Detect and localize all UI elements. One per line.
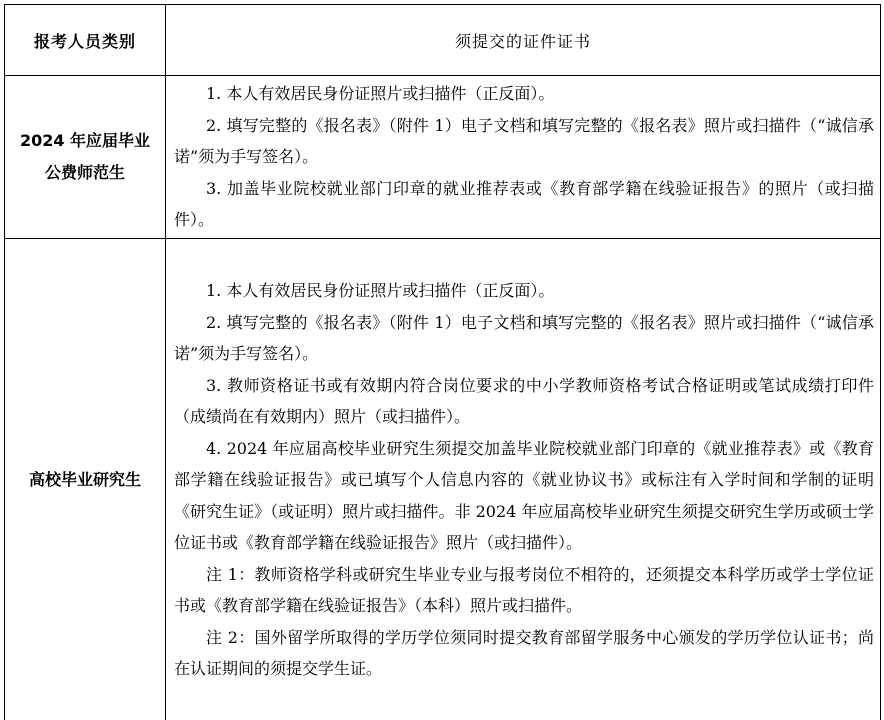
list-item: 2. 填写完整的《报名表》（附件 1）电子文档和填写完整的《报名表》照片或扫描件（“诚信承诺”须为手写签名）。 xyxy=(174,115,874,166)
list-item: 2. 填写完整的《报名表》（附件 1）电子文档和填写完整的《报名表》照片或扫描件（“诚信承诺”须为手写签名）。 xyxy=(174,312,874,364)
requirements-table xyxy=(4,4,881,720)
category-label: 高校毕业研究生 xyxy=(28,470,141,489)
list-item: 1. 本人有效居民身份证照片或扫描件（正反面）。 xyxy=(206,281,555,301)
table-row xyxy=(5,238,881,720)
documents-cell xyxy=(166,238,881,720)
list-item: 1. 本人有效居民身份证照片或扫描件（正反面）。 xyxy=(206,84,555,103)
note-item: 注 1：教师资格学科或研究生毕业专业与报考岗位不相符的，还须提交本科学历或学士学位证书或《教育部学籍在线验证报告》（本科）照片或扫描件。 xyxy=(174,564,874,616)
list-item: 4. 2024 年应届高校毕业研究生须提交加盖毕业院校就业部门印章的《就业推荐表》或《教育部学籍在线验证报告》或已填写个人信息内容的《就业协议书》或标注有入学时间和学制的证明《研究生证》（或证明）照片或扫描件。非 2024 年应届高校毕业研究生须提交研究生学历或硕士学位证书或《教育部学籍在线验证报告》照片（或扫描件）。 xyxy=(174,438,874,553)
table-header-row xyxy=(5,5,881,76)
documents-cell xyxy=(166,76,881,239)
list-item: 3. 加盖毕业院校就业部门印章的就业推荐表或《教育部学籍在线验证报告》的照片（或扫描件）。 xyxy=(174,178,874,229)
table-row xyxy=(5,76,881,239)
note-item: 注 2：国外留学所取得的学历学位须同时提交教育部留学服务中心颁发的学历学位认证书；尚在认证期间的须提交学生证。 xyxy=(174,627,874,679)
category-cell xyxy=(5,76,166,239)
header-category: 报考人员类别 xyxy=(5,5,166,76)
category-label: 2024 年应届毕业公费师范生 xyxy=(19,130,151,182)
header-documents: 须提交的证件证书 xyxy=(166,5,881,76)
list-item: 3. 教师资格证书或有效期内符合岗位要求的中小学教师资格考试合格证明或笔试成绩打印件（成绩尚在有效期内）照片（或扫描件）。 xyxy=(174,375,874,427)
category-cell xyxy=(5,238,166,720)
